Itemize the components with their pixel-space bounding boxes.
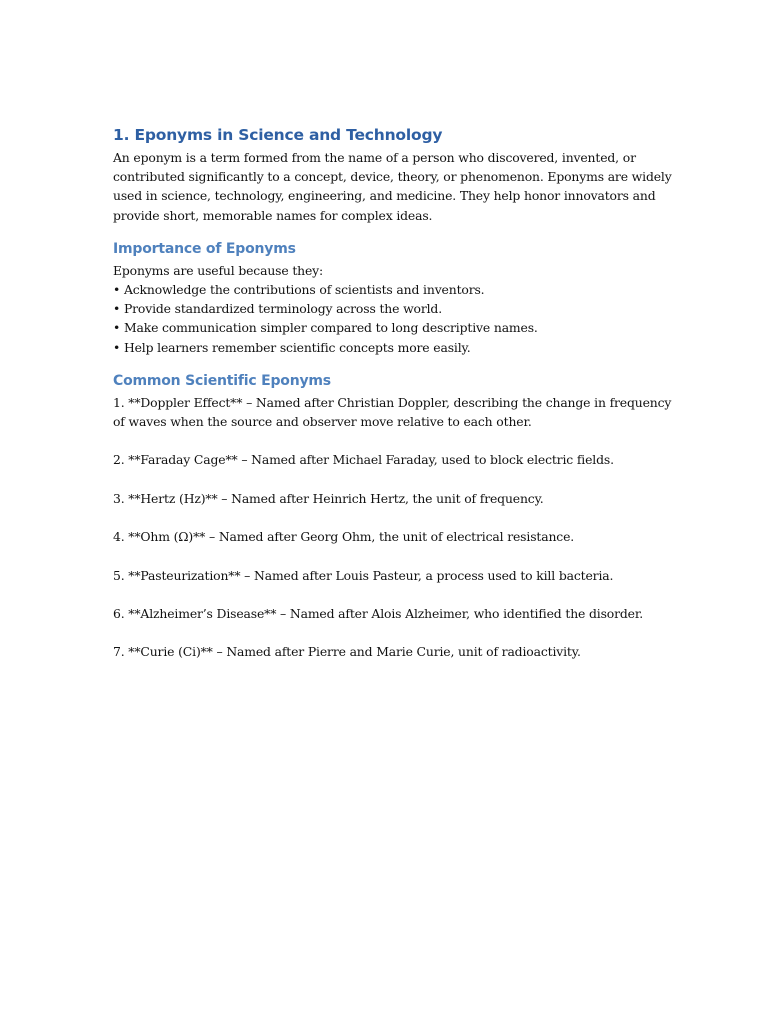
document-page (113, 125, 673, 681)
eponym-item-faraday: 2. **Faraday Cage** – Named after Michael Faraday, used to block electric fields. (113, 452, 614, 468)
eponym-item-hertz: 3. **Hertz (Hz)** – Named after Heinrich Hertz, the unit of frequency. (113, 490, 544, 506)
eponym-item-curie: 7. **Curie (Ci)** – Named after Pierre and Marie Curie, unit of radioactivity. (113, 644, 581, 660)
importance-lead: Eponyms are useful because they: (113, 262, 324, 278)
eponym-item-doppler: 1. **Doppler Effect** – Named after Christian Doppler, describing the change in frequency of waves when the source and observer move relative to each other. (113, 394, 672, 430)
common-eponyms-heading: Common Scientific Eponyms (113, 372, 331, 389)
intro-paragraph: An eponym is a term formed from the name of a person who discovered, invented, or contributed significantly to a concept, device, theory, or phenomenon. Eponyms are widely used in science, technology, engineering, and medicine. They help honor innovators and provide short, memorable names for complex ideas. (113, 150, 672, 223)
eponym-item-pasteurization: 5. **Pasteurization** – Named after Louis Pasteur, a process used to kill bacteria. (113, 567, 614, 583)
eponym-item-alzheimer: 6. **Alzheimer’s Disease** – Named after Alois Alzheimer, who identified the disorder. (113, 605, 644, 621)
eponym-item-ohm: 4. **Ohm (Ω)** – Named after Georg Ohm, the unit of electrical resistance. (113, 529, 575, 545)
importance-bullet: • Provide standardized terminology across the world. (113, 301, 443, 317)
importance-bullet: • Help learners remember scientific concepts more easily. (113, 339, 471, 355)
section-title: 1. Eponyms in Science and Technology (113, 126, 443, 144)
importance-bullet: • Make communication simpler compared to long descriptive names. (113, 320, 538, 336)
importance-heading: Importance of Eponyms (113, 240, 296, 257)
importance-bullet: • Acknowledge the contributions of scientists and inventors. (113, 282, 485, 298)
